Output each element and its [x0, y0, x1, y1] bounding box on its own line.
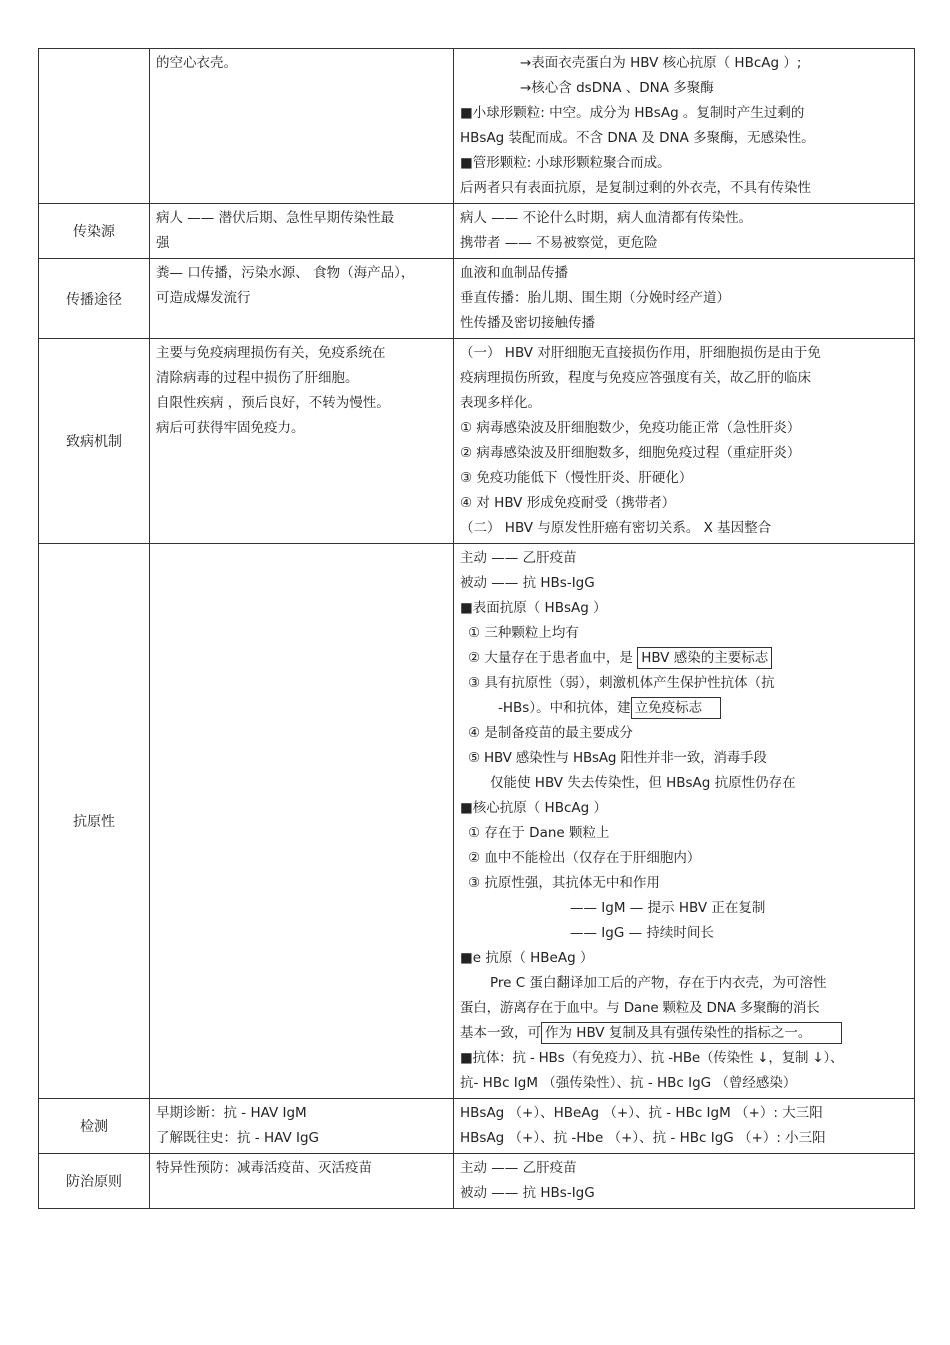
hbv-line: ① 存在于 Dane 颗粒上	[468, 825, 610, 841]
hbv-line	[460, 646, 908, 671]
hbv-line: （二） HBV 与原发性肝癌有密切关系。 X 基因整合	[460, 520, 772, 536]
hbv-line: ■表面抗原（ HBsAg ）	[460, 600, 607, 616]
hbv-line: 主动 —— 乙肝疫苗	[460, 550, 577, 566]
hbv-line: 被动 —— 抗 HBs-IgG	[460, 575, 595, 591]
hbv-line: 蛋白，游离存在于血中。与 Dane 颗粒及 DNA 多聚酶的消长	[460, 1000, 820, 1016]
hbv-line: HBsAg （+）、HBeAg （+）、抗 - HBc IgM （+）: 大三阳	[460, 1105, 823, 1121]
hav-line: 了解既往史：抗 - HAV IgG	[156, 1130, 320, 1146]
hbv-line: 主动 —— 乙肝疫苗	[460, 1160, 577, 1176]
hbv-line: 病人 —— 不论什么时期，病人血清都有传染性。	[460, 210, 753, 226]
hav-line: 粪— 口传播，污染水源、 食物（海产品），	[156, 265, 415, 281]
hbv-cell	[454, 49, 915, 204]
hbv-line: （一） HBV 对肝细胞无直接损伤作用，肝细胞损伤是由于免	[460, 345, 821, 361]
hbv-line: ③ 具有抗原性（弱），刺激机体产生保护性抗体（抗	[468, 675, 775, 691]
hbv-line: ⑤ HBV 感染性与 HBsAg 阳性并非一致，消毒手段	[468, 750, 767, 766]
hbv-line: ② 血中不能检出（仅存在于肝细胞内）	[468, 850, 701, 866]
table-row-antigenicity	[39, 544, 915, 1099]
hbv-line: HBsAg （+）、抗 -Hbe （+）、抗 - HBc IgG （+）: 小三阳	[460, 1130, 826, 1146]
hav-line: 强	[156, 235, 170, 251]
table-row-infection-source	[39, 204, 915, 259]
highlight-box: 作为 HBV 复制及具有强传染性的指标之一。	[541, 1022, 842, 1044]
hbv-line: 抗- HBc IgM （强传染性）、抗 - HBc IgG （曾经感染）	[460, 1075, 797, 1091]
hbv-line: 血液和血制品传播	[460, 265, 568, 281]
hav-line: 病人 —— 潜伏后期、急性早期传染性最	[156, 210, 395, 226]
hbv-line: →核心含 dsDNA 、DNA 多聚酶	[520, 80, 714, 96]
row-label-cell	[39, 1154, 150, 1209]
row-label: 防治原则	[66, 1174, 122, 1190]
hbv-line: HBsAg 装配而成。不含 DNA 及 DNA 多聚酶，无感染性。	[460, 130, 815, 146]
hbv-line: ① 病毒感染波及肝细胞数少，免疫功能正常（急性肝炎）	[460, 420, 801, 436]
hbv-line: ■抗体：抗 - HBs（有免疫力）、抗 -HBe（传染性 ↓，复制 ↓）、	[460, 1050, 844, 1066]
hav-line: 病后可获得牢固免疫力。	[156, 420, 305, 436]
highlight-box: 立免疫标志	[631, 697, 722, 719]
hbv-line: 疫病理损伤所致，程度与免疫应答强度有关，故乙肝的临床	[460, 370, 811, 386]
hbv-line: ① 三种颗粒上均有	[468, 625, 579, 641]
hbv-line	[460, 696, 908, 721]
hbv-line: —— IgG — 持续时间长	[570, 925, 714, 941]
hbv-line: ■核心抗原（ HBcAg ）	[460, 800, 607, 816]
table-row-pathogenesis	[39, 339, 915, 544]
hbv-line: ② 病毒感染波及肝细胞数多，细胞免疫过程（重症肝炎）	[460, 445, 801, 461]
hbv-line: ③ 免疫功能低下（慢性肝炎、肝硬化）	[460, 470, 693, 486]
row-label-cell	[39, 544, 150, 1099]
hbv-cell	[454, 1099, 915, 1154]
hav-cell	[150, 259, 454, 339]
hbv-line: ③ 抗原性强，其抗体无中和作用	[468, 875, 660, 891]
hav-cell	[150, 1154, 454, 1209]
hav-cell	[150, 204, 454, 259]
hbv-line: 携带者 —— 不易被察觉，更危险	[460, 235, 658, 251]
hav-line: 的空心衣壳。	[156, 55, 237, 71]
hbv-line: 性传播及密切接触传播	[460, 315, 595, 331]
row-label: 传染源	[73, 224, 115, 240]
hbv-line: →表面衣壳蛋白为 HBV 核心抗原（ HBcAg ）;	[520, 55, 802, 71]
hav-cell	[150, 339, 454, 544]
hav-line: 特异性预防：减毒活疫苗、灭活疫苗	[156, 1160, 372, 1176]
row-label-cell	[39, 49, 150, 204]
hbv-line: 表现多样化。	[460, 395, 541, 411]
hbv-text: -HBs）。中和抗体，建	[498, 700, 631, 716]
hav-cell	[150, 544, 454, 1099]
hbv-line: ④ 是制备疫苗的最主要成分	[468, 725, 633, 741]
table-row-transmission	[39, 259, 915, 339]
hbv-line: ■管形颗粒: 小球形颗粒聚合而成。	[460, 155, 671, 171]
table-row-prevention	[39, 1154, 915, 1209]
hbv-line: 后两者只有表面抗原，是复制过剩的外衣壳，不具有传染性	[460, 180, 811, 196]
hav-cell	[150, 1099, 454, 1154]
row-label-cell	[39, 259, 150, 339]
hav-line: 自限性疾病 ，预后良好，不转为慢性。	[156, 395, 390, 411]
hbv-line: 垂直传播：胎儿期、围生期（分娩时经产道）	[460, 290, 730, 306]
comparison-table	[38, 48, 915, 1209]
row-label-cell	[39, 1099, 150, 1154]
hbv-line: Pre C 蛋白翻译加工后的产物，存在于内衣壳，为可溶性	[490, 975, 827, 991]
hbv-line: ④ 对 HBV 形成免疫耐受（携带者）	[460, 495, 676, 511]
hbv-cell	[454, 544, 915, 1099]
row-label: 检测	[80, 1119, 108, 1135]
hav-line: 早期诊断：抗 - HAV IgM	[156, 1105, 307, 1121]
table-row-virion	[39, 49, 915, 204]
hbv-line	[460, 1021, 908, 1046]
hbv-line: 仅能使 HBV 失去传染性，但 HBsAg 抗原性仍存在	[490, 775, 796, 791]
row-label: 传播途径	[66, 291, 122, 308]
hbv-line: —— IgM — 提示 HBV 正在复制	[570, 900, 766, 916]
row-label-cell	[39, 204, 150, 259]
highlight-box: HBV 感染的主要标志	[637, 647, 772, 669]
hbv-line: ■小球形颗粒: 中空。成分为 HBsAg 。复制时产生过剩的	[460, 105, 805, 121]
table-row-detection	[39, 1099, 915, 1154]
hav-line: 主要与免疫病理损伤有关，免疫系统在	[156, 345, 386, 361]
hbv-cell	[454, 1154, 915, 1209]
row-label-cell	[39, 339, 150, 544]
hbv-line: ■e 抗原（ HBeAg ）	[460, 950, 594, 966]
hbv-line: 被动 —— 抗 HBs-IgG	[460, 1185, 595, 1201]
hbv-text: 基本一致，可	[460, 1025, 541, 1041]
hbv-cell	[454, 339, 915, 544]
hav-cell	[150, 49, 454, 204]
row-label: 致病机制	[66, 434, 122, 450]
hav-line: 可造成爆发流行	[156, 290, 251, 306]
hbv-text: ② 大量存在于患者血中，是	[468, 650, 638, 666]
hbv-cell	[454, 204, 915, 259]
hbv-cell	[454, 259, 915, 339]
row-label: 抗原性	[73, 814, 115, 830]
hav-line: 清除病毒的过程中损伤了肝细胞。	[156, 370, 359, 386]
